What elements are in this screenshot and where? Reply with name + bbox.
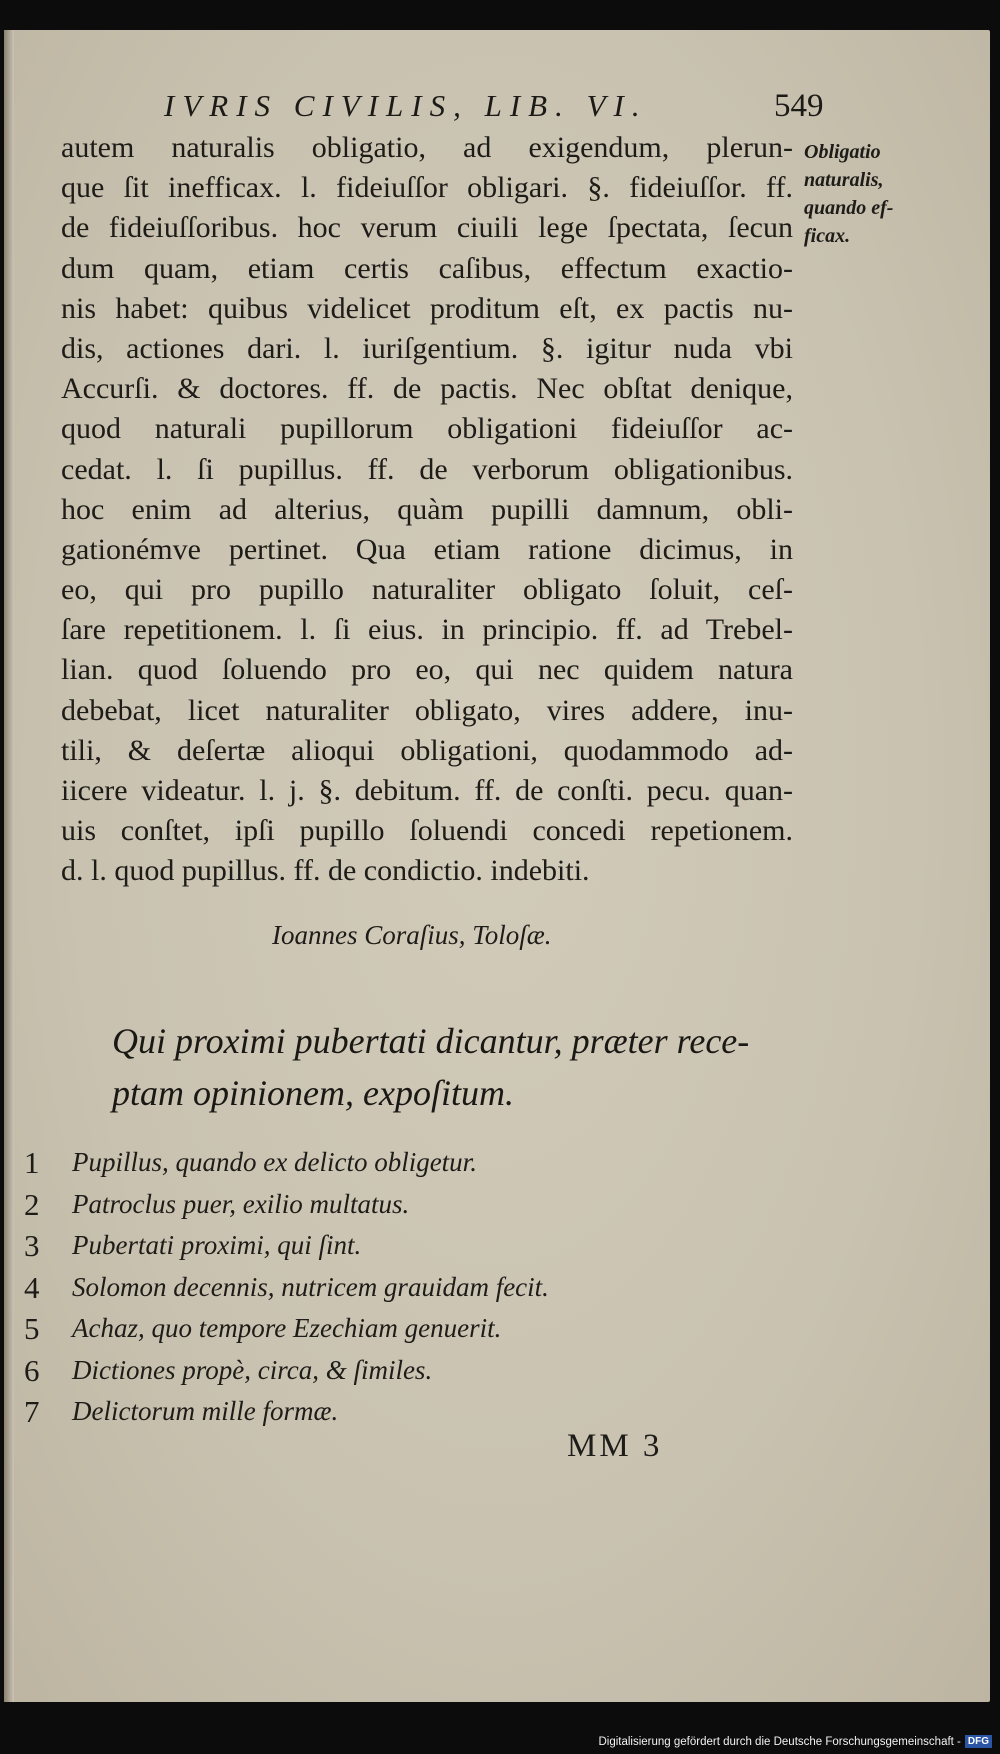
- summary-text: Patroclus puer, exilio multatus.: [72, 1188, 410, 1219]
- summary-item: [24, 1350, 724, 1392]
- summary-item: [24, 1142, 724, 1184]
- body-line: hoc enim ad alterius, quàm pupilli damnum, obli-: [61, 492, 793, 526]
- body-line: lian. quod ſoluendo pro eo, qui nec quidem natura: [61, 653, 793, 687]
- body-line: cedat. l. ſi pupillus. ff. de verborum obligationibus.: [61, 452, 793, 486]
- body-line: debebat, licet naturaliter obligato, vires addere, inu-: [61, 693, 793, 727]
- body-line: de fideiuſſoribus. hoc verum ciuili lege ſpectata, ſecun: [61, 211, 793, 245]
- marginal-note-line: ficax.: [804, 225, 851, 247]
- summary-item: [24, 1308, 724, 1350]
- summary-list: [24, 1142, 724, 1433]
- body-line: autem naturalis obligatio, ad exigendum, plerun-: [61, 131, 793, 164]
- body-line: iicere videatur. l. j. §. debitum. ff. de conſti. pecu. quan-: [61, 774, 793, 807]
- body-line: gationémve pertinet. Qua etiam ratione dicimus, in: [61, 532, 793, 566]
- summary-item: [24, 1267, 724, 1309]
- body-line: tili, & deſertæ alioqui obligationi, quodammodo ad-: [61, 733, 793, 767]
- section-heading-line: ptam opinionem, expoſitum.: [112, 1073, 514, 1113]
- summary-number: 5: [24, 1311, 40, 1346]
- page-number: 549: [774, 88, 824, 124]
- author-signature: Ioannes Coraſius, Toloſæ.: [272, 920, 552, 950]
- body-line: que ſit inefficax. l. fideiuſſor obligari. §. fideiuſſor. ff.: [61, 171, 793, 205]
- marginal-note-line: Obligatio: [804, 141, 881, 163]
- summary-number: 6: [24, 1352, 40, 1388]
- running-head: IVRIS CIVILIS, LIB. VI.: [164, 88, 648, 123]
- body-line: quod naturali pupillorum obligationi fideiuſſor ac-: [61, 412, 793, 446]
- body-line: ſare repetitionem. l. ſi eius. in principio. ff. ad Trebel-: [61, 613, 793, 647]
- body-line: dum quam, etiam certis caſibus, effectum exactio-: [61, 251, 793, 285]
- summary-number: 1: [24, 1145, 40, 1180]
- summary-text: Delictorum mille formæ.: [72, 1396, 339, 1426]
- printer-signature-mark: MM 3: [567, 1428, 663, 1464]
- body-line: uis conſtet, ipſi pupillo ſoluendi concedi repetionem.: [61, 814, 793, 848]
- body-line: dis, actiones dari. l. iuriſgentium. §. igitur nuda vbi: [61, 331, 793, 365]
- marginal-note: [804, 138, 934, 250]
- summary-item: [24, 1391, 724, 1433]
- summary-item: [24, 1225, 724, 1267]
- summary-number: 3: [24, 1228, 40, 1263]
- marginal-note-line: quando ef-: [804, 197, 894, 219]
- section-heading: [112, 1015, 802, 1119]
- body-line-last: d. l. quod pupillus. ff. de condictio. indebiti.: [61, 854, 590, 888]
- footer-bar: [0, 1732, 1000, 1754]
- marginal-note-line: naturalis,: [804, 169, 884, 191]
- book-page: [4, 30, 990, 1702]
- summary-item: [24, 1184, 724, 1226]
- section-heading-line: Qui proximi pubertati dicantur, præter rece-: [112, 1021, 750, 1061]
- summary-number: 4: [24, 1269, 40, 1305]
- summary-text: Pupillus, quando ex delicto obligetur.: [72, 1147, 477, 1177]
- page-spine-shadow: [4, 30, 14, 1702]
- body-line: Accurſi. & doctores. ff. de pactis. Nec obſtat denique,: [61, 372, 793, 406]
- summary-text: Pubertati proximi, qui ſint.: [72, 1230, 362, 1260]
- funding-credit: [598, 1735, 992, 1748]
- summary-number: 7: [24, 1394, 40, 1429]
- summary-text: Dictiones propè, circa, & ſimiles.: [72, 1354, 433, 1385]
- body-line: nis habet: quibus videlicet proditum eſt, ex pactis nu-: [61, 291, 793, 325]
- body-text: [61, 128, 793, 892]
- summary-text: Solomon decennis, nutricem grauidam fecit.: [72, 1271, 549, 1302]
- funding-credit-text: Digitalisierung gefördert durch die Deutsche Forschungsgemeinschaft -: [598, 1735, 961, 1748]
- dfg-logo: DFG: [965, 1735, 992, 1748]
- summary-number: 2: [24, 1186, 40, 1222]
- body-line: eo, qui pro pupillo naturaliter obligato ſoluit, ceſ-: [61, 573, 793, 607]
- summary-text: Achaz, quo tempore Ezechiam genuerit.: [72, 1313, 502, 1343]
